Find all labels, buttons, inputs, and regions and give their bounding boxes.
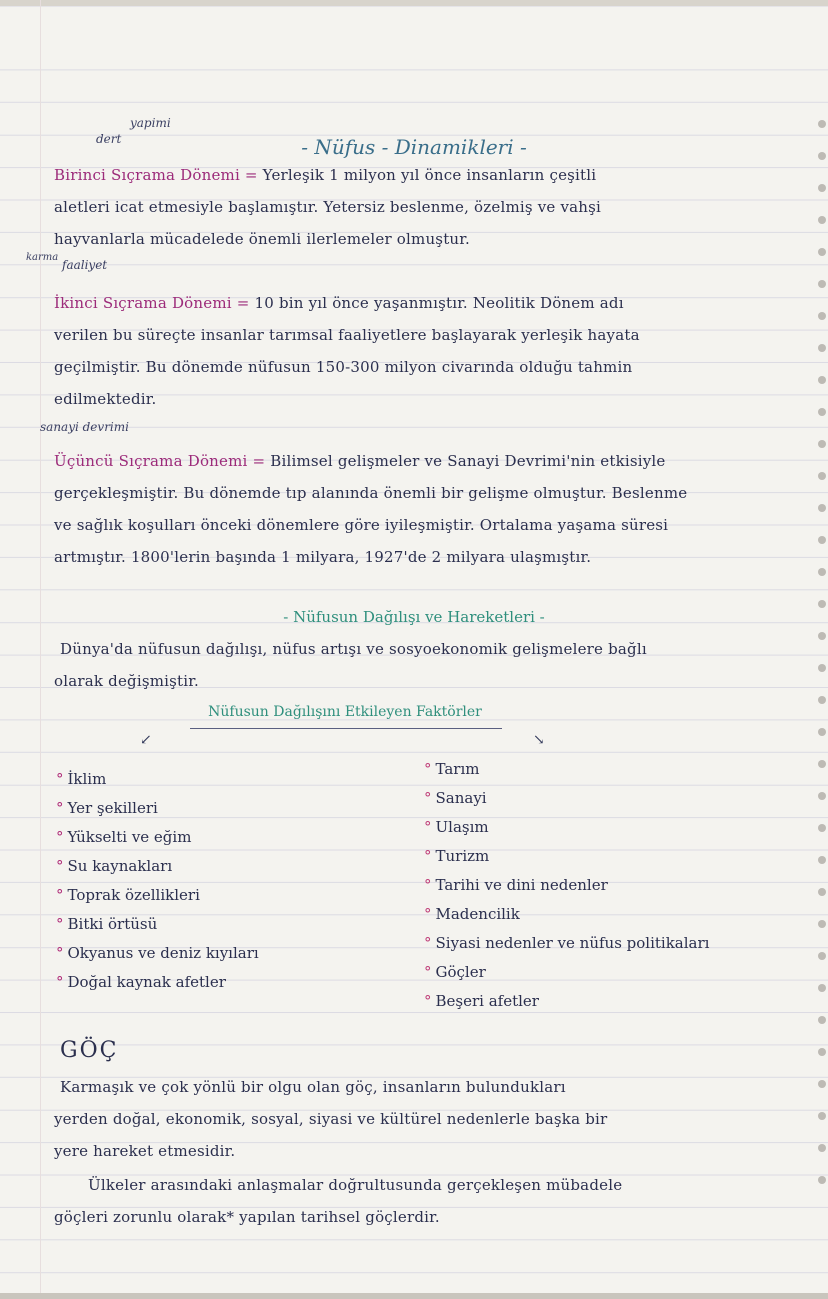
factor-label: Ulaşım xyxy=(435,818,489,836)
section1-line-1 xyxy=(54,166,596,184)
left-factors-item xyxy=(56,828,191,846)
bullet-icon: ° xyxy=(424,992,432,1010)
section3-line-3: ve sağlık koşulları önceki dönemlere göre iyileşmiştir. Ortalama yaşama süresi xyxy=(54,516,669,534)
dagilis-line-1: Dünya'da nüfusun dağılışı, nüfus artışı ve sosyoekonomik gelişmelere bağlı xyxy=(60,640,647,658)
section3-text-1: Bilimsel gelişmeler ve Sanayi Devrimi'nin etkisiyle xyxy=(265,452,666,470)
bullet-icon: ° xyxy=(424,789,432,807)
note-sanayi-devrimi: sanayi devrimi xyxy=(40,420,129,434)
factor-label: Turizm xyxy=(435,847,490,865)
left-factors-item xyxy=(56,799,158,817)
factor-label: Beşeri afetler xyxy=(435,992,539,1010)
bullet-icon: ° xyxy=(424,934,432,952)
right-factors-item xyxy=(424,963,486,981)
bullet-icon: ° xyxy=(56,973,64,991)
section2-line-2: verilen bu süreçte insanlar tarımsal faaliyetlere başlayarak yerleşik hayata xyxy=(54,326,640,344)
right-factors-item xyxy=(424,992,539,1010)
left-factors-item xyxy=(56,973,226,991)
bullet-icon: ° xyxy=(56,857,64,875)
bullet-icon: ° xyxy=(424,963,432,981)
section1-line-3: hayvanlarla mücadelede önemli ilerlemeler olmuştur. xyxy=(54,230,470,248)
right-factors-item xyxy=(424,934,709,952)
bullet-icon: ° xyxy=(424,847,432,865)
bullet-icon: ° xyxy=(56,799,64,817)
section3-line-4: artmıştır. 1800'lerin başında 1 milyara, 1927'de 2 milyara ulaşmıştır. xyxy=(54,548,592,566)
margin-line xyxy=(40,0,41,1299)
factor-label: Tarım xyxy=(435,760,480,778)
goc-line-5: göçleri zorunlu olarak* yapılan tarihsel göçlerdir. xyxy=(54,1208,440,1226)
bullet-icon: ° xyxy=(56,770,64,788)
section3-label: Üçüncü Sıçrama Dönemi = xyxy=(54,452,266,470)
left-factors-item xyxy=(56,915,157,933)
section3-line-1 xyxy=(54,452,666,470)
factor-label: Su kaynakları xyxy=(67,857,173,875)
factors-underline xyxy=(190,728,502,729)
section1-text-1: Yerleşik 1 milyon yıl önce insanların çeşitli xyxy=(257,166,597,184)
left-factors-item xyxy=(56,944,259,962)
dagilis-heading: - Nüfusun Dağılışı ve Hareketleri - xyxy=(283,608,545,626)
bullet-icon: ° xyxy=(56,828,64,846)
section2-line-3: geçilmiştir. Bu dönemde nüfusun 150-300 milyon civarında olduğu tahmin xyxy=(54,358,633,376)
section2-line-1 xyxy=(54,294,624,312)
factors-heading: Nüfusun Dağılışını Etkileyen Faktörler xyxy=(208,704,482,720)
page-title: - Nüfus - Dinamikleri - xyxy=(301,135,527,159)
left-factors-item xyxy=(56,770,106,788)
goc-line-2: yerden doğal, ekonomik, sosyal, siyasi ve kültürel nedenlerle başka bir xyxy=(54,1110,608,1128)
goc-line-3: yere hareket etmesidir. xyxy=(54,1142,236,1160)
section1-line-2: aletleri icat etmesiyle başlamıştır. Yetersiz beslenme, özelmiş ve vahşi xyxy=(54,198,602,216)
bullet-icon: ° xyxy=(424,760,432,778)
goc-line-1: Karmaşık ve çok yönlü bir olgu olan göç, insanların bulundukları xyxy=(60,1078,566,1096)
factor-label: Madencilik xyxy=(435,905,520,923)
dagilis-line-2: olarak değişmiştir. xyxy=(54,672,199,690)
right-factors-item xyxy=(424,789,487,807)
left-arrow-icon: ↙ xyxy=(140,732,152,748)
left-factors-item xyxy=(56,886,200,904)
factor-label: Yer şekilleri xyxy=(67,799,158,817)
section2-label: İkinci Sıçrama Dönemi = xyxy=(54,294,250,312)
bottom-edge xyxy=(0,1293,828,1299)
note-faaliyet: faaliyet xyxy=(62,258,108,272)
section1-label: Birinci Sıçrama Dönemi = xyxy=(54,166,258,184)
left-factors-item xyxy=(56,857,172,875)
top-edge xyxy=(0,0,828,6)
section3-line-2: gerçekleşmiştir. Bu dönemde tıp alanında önemli bir gelişme olmuştur. Beslenme xyxy=(54,484,688,502)
bullet-icon: ° xyxy=(56,944,64,962)
factor-label: Göçler xyxy=(435,963,486,981)
note-karma: karma xyxy=(26,252,59,263)
factor-label: İklim xyxy=(67,770,107,788)
note-dert: dert xyxy=(96,132,122,146)
bullet-icon: ° xyxy=(424,818,432,836)
right-factors-item xyxy=(424,905,520,923)
factor-label: Okyanus ve deniz kıyıları xyxy=(67,944,259,962)
factor-label: Tarihi ve dini nedenler xyxy=(435,876,608,894)
factor-label: Bitki örtüsü xyxy=(67,915,158,933)
right-factors-item xyxy=(424,847,489,865)
factor-label: Toprak özellikleri xyxy=(67,886,200,904)
goc-heading: GÖÇ xyxy=(60,1038,119,1063)
bullet-icon: ° xyxy=(424,905,432,923)
section2-line-4: edilmektedir. xyxy=(54,390,157,408)
right-factors-item xyxy=(424,760,479,778)
factor-label: Doğal kaynak afetler xyxy=(67,973,226,991)
factor-label: Sanayi xyxy=(435,789,487,807)
note-yepisi: yapimi xyxy=(130,116,171,130)
factor-label: Siyasi nedenler ve nüfus politikaları xyxy=(435,934,710,952)
right-factors-item xyxy=(424,818,489,836)
goc-line-4: Ülkeler arasındaki anlaşmalar doğrultusunda gerçekleşen mübadele xyxy=(88,1176,623,1194)
section2-text-1: 10 bin yıl önce yaşanmıştır. Neolitik Dönem adı xyxy=(249,294,624,312)
bullet-icon: ° xyxy=(424,876,432,894)
right-factors-item xyxy=(424,876,608,894)
bullet-icon: ° xyxy=(56,886,64,904)
binding-holes xyxy=(816,120,828,1220)
bullet-icon: ° xyxy=(56,915,64,933)
factor-label: Yükselti ve eğim xyxy=(67,828,192,846)
right-arrow-icon: ↘ xyxy=(533,732,545,748)
